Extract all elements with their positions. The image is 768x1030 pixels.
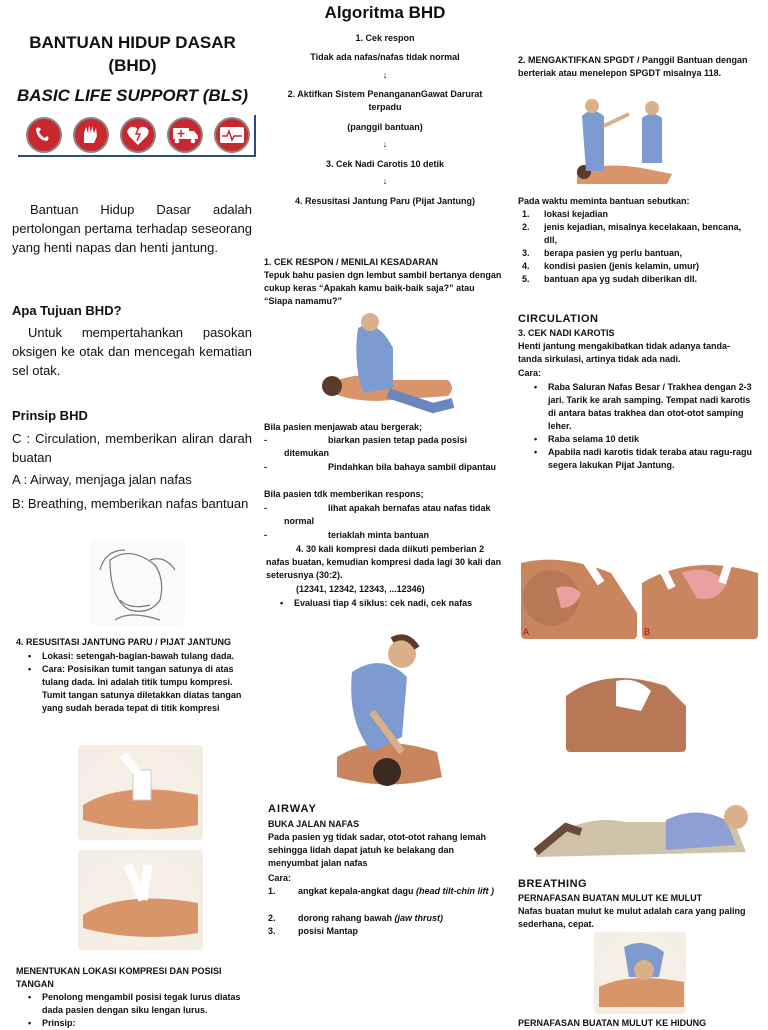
- location-heading: MENENTUKAN LOKASI KOMPRESI DAN POSISI TANGAN: [16, 966, 222, 989]
- call-list: [518, 208, 754, 286]
- airway-sub: BUKA JALAN NAFAS: [268, 819, 360, 829]
- breathing-sub: PERNAFASAN BUATAN MULUT KE MULUT: [518, 893, 703, 903]
- compress-text: 4. 30 kali kompresi dada diikuti pemberian 2 nafas buatan, kemudian kompresi dada lagi 30 kali dan seterusnya (30:2).: [266, 544, 502, 580]
- goal-heading: Apa Tujuan BHD?: [12, 303, 122, 318]
- call-help-image: [572, 96, 682, 192]
- mouth-to-mouth-image: [594, 932, 686, 1014]
- airway-item-1: 1. angkat kepala-angkat dagu (head tilt-chin lift ): [268, 886, 495, 896]
- carotid-image-b: [642, 543, 758, 639]
- response-heading: 1. CEK RESPON / MENILAI KESADARAN: [264, 257, 439, 267]
- breathing-sub-2: PERNAFASAN BUATAN MULUT KE HIDUNG: [518, 1018, 707, 1028]
- list-item: • Cara: Posisikan tumit tangan satunya di atas tulang dada. Ini adalah titik tumpu kompresi. Tumit tangan satunya diletakkan diatas tangan yang sudah berada tepat di titik kompresi: [26, 663, 256, 715]
- carotid-label-a: A: [523, 627, 530, 637]
- circulation-cara: Cara:: [518, 368, 542, 378]
- list-item: 1. lokasi kejadian: [522, 209, 609, 219]
- flow-arrow: ↓: [382, 70, 388, 80]
- circulation-list: [532, 381, 754, 472]
- list-item: • Penolong mengambil posisi tegak lurus diatas dada pasien dengan siku lengan lurus.: [26, 991, 256, 1017]
- carotid-label-b: B: [644, 627, 651, 637]
- airway-heading: AIRWAY: [268, 803, 317, 815]
- flow-step-6: 4. Resusitasi Jantung Paru (Pijat Jantung): [294, 196, 476, 206]
- compress-sequence: (12341, 12342, 12343, ...12346): [296, 584, 425, 594]
- flow-step-3: 2. Aktifkan Sistem PenangananGawat Darurat terpadu: [287, 89, 483, 112]
- respond-intro: Bila pasien menjawab atau bergerak;: [264, 422, 423, 432]
- airway-text: Pada pasien yg tidak sadar, otot-otot rahang lemah sehingga lidah dapat jatuh ke belakang dan menyumbat jalan nafas: [268, 832, 487, 868]
- response-text: Tepuk bahu pasien dgn lembut sambil bertanya dengan cukup keras “Apakah kamu baik-baik saja?” atau “Siapa namamu?”: [264, 270, 502, 306]
- carotid-image-a: [521, 543, 637, 639]
- goal-text: Untuk mempertahankan pasokan oksigen ke otak dan mencegah kematian sel otak.: [12, 325, 252, 378]
- respond-item: - biarkan pasien tetap pada posisi ditemukan: [264, 435, 468, 458]
- breathing-heading: BREATHING: [518, 878, 588, 890]
- flow-arrow: ↓: [382, 139, 388, 149]
- heart-icon: [121, 118, 155, 152]
- ecg-monitor-icon: [215, 118, 249, 152]
- circulation-heading: CIRCULATION: [518, 313, 599, 325]
- rjp-heading: 4. RESUSITASI JANTUNG PARU / PIJAT JANTUNG: [16, 637, 232, 647]
- jaw-thrust-image: [566, 656, 686, 752]
- location-list: [26, 991, 256, 1030]
- hand-icon: [74, 118, 108, 152]
- list-item: • Prinsip:: [26, 1017, 256, 1030]
- principle-c: C : Circulation, memberikan aliran darah buatan: [12, 431, 252, 465]
- list-item: 3. berapa pasien yg perlu bantuan,: [522, 248, 683, 258]
- flow-step-5: 3. Cek Nadi Carotis 10 detik: [325, 159, 445, 169]
- respond-item: - Pindahkan bila bahaya sambil dipantau: [264, 462, 497, 472]
- rjp-list: [26, 650, 256, 715]
- principle-heading: Prinsip BHD: [12, 408, 88, 423]
- no-respond-item: - teriaklah minta bantuan: [264, 530, 430, 540]
- no-respond-item: - lihat apakah bernafas atau nafas tidak normal: [264, 503, 491, 526]
- intro-paragraph: Bantuan Hidup Dasar adalah pertolongan pertama terhadap seseorang yang henti napas dan henti jantung.: [12, 202, 252, 255]
- subtitle: BASIC LIFE SUPPORT (BLS): [16, 86, 249, 105]
- list-item: • Raba selama 10 detik: [532, 433, 754, 446]
- spgdt-text: 2. MENGAKTIFKAN SPGDT / Panggil Bantuan dengan berteriak atau menelepon SPGDT misalnya 118.: [518, 55, 748, 78]
- hand-position-image-1: [78, 745, 203, 840]
- circulation-sub: 3. CEK NADI KAROTIS: [518, 328, 615, 338]
- flow-arrow: ↓: [382, 176, 388, 186]
- list-item: 4. kondisi pasien (jenis kelamin, umur): [522, 261, 700, 271]
- head-tilt-image: [90, 540, 185, 626]
- icon-banner: [18, 115, 256, 157]
- airway-item-2: 2. dorong rahang bawah (jaw thrust): [268, 913, 444, 923]
- algorithm-title: Algoritma BHD: [324, 3, 446, 22]
- recovery-position-image: [526, 782, 756, 864]
- circulation-text: Henti jantung mengakibatkan tidak adanya tanda-tanda sirkulasi, artinya tidak ada nadi.: [518, 341, 731, 364]
- principle-b: B: Breathing, memberikan nafas bantuan: [12, 496, 249, 511]
- flow-step-4: (panggil bantuan): [347, 122, 423, 132]
- list-item: • Evaluasi tiap 4 siklus: cek nadi, cek nafas: [278, 597, 504, 610]
- main-title: BANTUAN HIDUP DASAR (BHD): [29, 33, 236, 75]
- list-item: 5. bantuan apa yg sudah diberikan dll.: [522, 274, 698, 284]
- list-item: 2. jenis kejadian, misalnya kecelakaan, bencana, dll,: [522, 222, 742, 245]
- list-item: • Lokasi: setengah-bagian-bawah tulang dada.: [26, 650, 256, 663]
- no-respond-intro: Bila pasien tdk memberikan respons;: [264, 489, 424, 499]
- call-intro: Pada waktu meminta bantuan sebutkan:: [518, 196, 690, 206]
- ambulance-icon: [168, 118, 202, 152]
- principle-a: A : Airway, menjaga jalan nafas: [12, 472, 192, 487]
- airway-cara: Cara:: [268, 873, 292, 883]
- flow-step-2: Tidak ada nafas/nafas tidak normal: [310, 52, 460, 62]
- list-item: • Apabila nadi karotis tidak teraba atau ragu-ragu segera lakukan Pijat Jantung.: [532, 446, 754, 472]
- breathing-text: Nafas buatan mulut ke mulut adalah cara yang paling sederhana, cepat.: [518, 906, 746, 929]
- chest-compression-image: [322, 632, 447, 790]
- phone-icon: [27, 118, 61, 152]
- hand-position-image-2: [78, 850, 203, 950]
- check-response-image: [318, 308, 458, 420]
- compress-eval: [278, 597, 504, 610]
- flow-step-1: 1. Cek respon: [355, 33, 415, 43]
- list-item: • Raba Saluran Nafas Besar / Trakhea dengan 2-3 jari. Tarik ke arah samping. Tempat nadi karotis di antara batas trakhea dan otot-otot samping leher.: [532, 381, 754, 433]
- airway-item-3: 3. posisi Mantap: [268, 926, 359, 936]
